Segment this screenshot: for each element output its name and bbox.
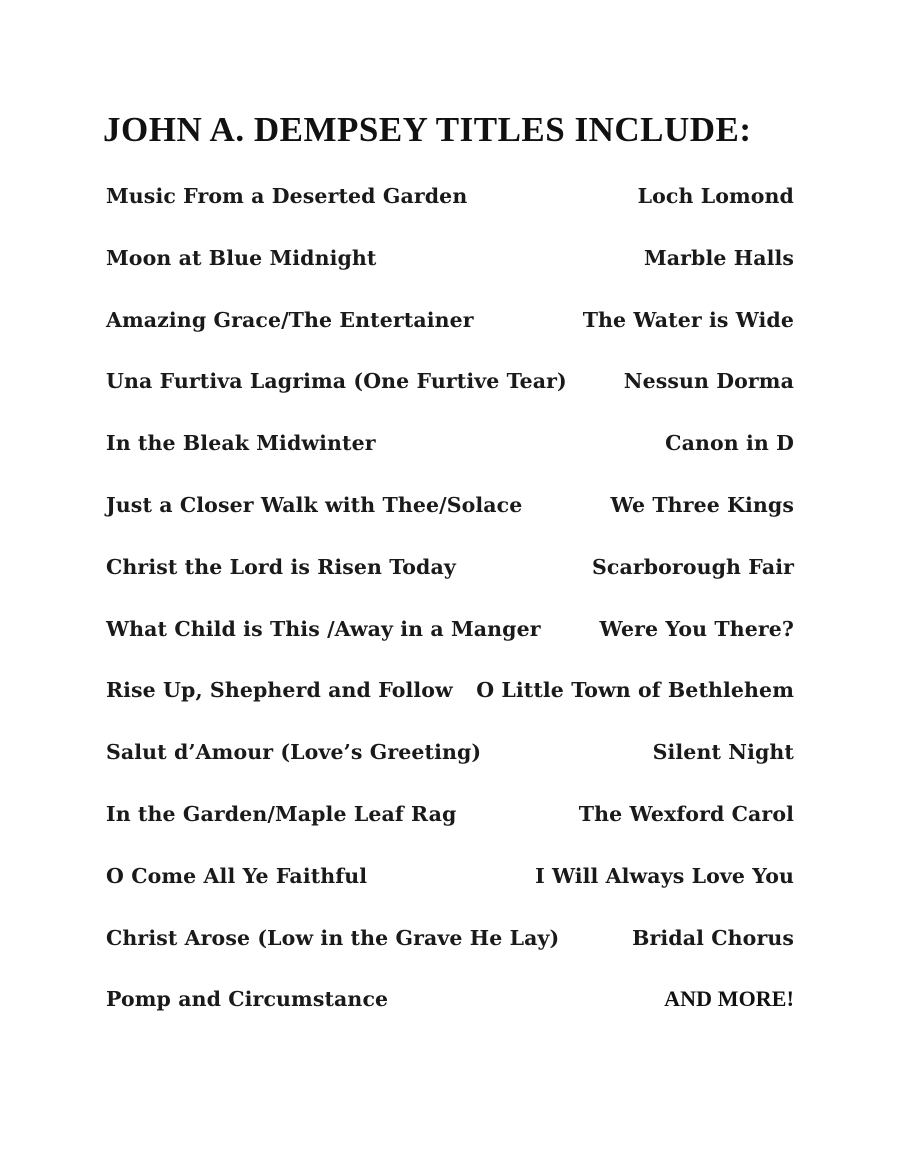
title-right: Scarborough Fair (591, 554, 794, 579)
title-left: Una Furtiva Lagrima (One Furtive Tear) (106, 369, 567, 394)
title-left: O Come All Ye Faithful (106, 863, 368, 888)
title-row (106, 174, 794, 236)
title-right: The Wexford Carol (578, 801, 794, 826)
title-row (106, 359, 794, 421)
title-left: Salut d’Amour (Love’s Greeting) (106, 740, 482, 765)
title-row (106, 421, 794, 483)
title-left: Pomp and Circumstance (106, 987, 389, 1012)
title-row (106, 854, 794, 916)
title-left: In the Garden/Maple Leaf Rag (106, 801, 457, 826)
title-right: Nessun Dorma (623, 369, 794, 394)
title-row (106, 607, 794, 669)
title-row (106, 977, 794, 1039)
title-row (106, 483, 794, 545)
title-right: Silent Night (652, 740, 794, 765)
title-row (106, 298, 794, 360)
title-row (106, 668, 794, 730)
title-right: Loch Lomond (637, 184, 794, 208)
title-row (106, 916, 794, 978)
title-left: Rise Up, Shepherd and Follow (106, 678, 453, 703)
title-left: Music From a Deserted Garden (106, 184, 468, 208)
title-row (106, 792, 794, 854)
title-right: We Three Kings (610, 492, 794, 517)
title-right: Were You There? (599, 616, 794, 641)
title-right: Marble Halls (643, 245, 794, 270)
page-title: JOHN A. DEMPSEY TITLES INCLUDE: (103, 110, 752, 149)
title-right: O Little Town of Bethlehem (476, 678, 794, 703)
title-right: Bridal Chorus (632, 925, 794, 950)
title-left: Amazing Grace/The Entertainer (106, 307, 474, 332)
and-more-label: AND MORE! (664, 986, 794, 1012)
title-left: Christ Arose (Low in the Grave He Lay) (106, 925, 560, 950)
title-left: In the Bleak Midwinter (106, 431, 376, 456)
title-row (106, 730, 794, 792)
title-right: Canon in D (665, 431, 794, 456)
titles-list (106, 174, 794, 1039)
title-row (106, 236, 794, 298)
title-left: Moon at Blue Midnight (106, 245, 377, 270)
title-left: Just a Closer Walk with Thee/Solace (106, 492, 523, 517)
title-right: The Water is Wide (582, 307, 794, 332)
title-row (106, 545, 794, 607)
title-left: Christ the Lord is Risen Today (106, 554, 456, 579)
title-left: What Child is This /Away in a Manger (106, 616, 541, 641)
title-right: I Will Always Love You (535, 863, 794, 888)
